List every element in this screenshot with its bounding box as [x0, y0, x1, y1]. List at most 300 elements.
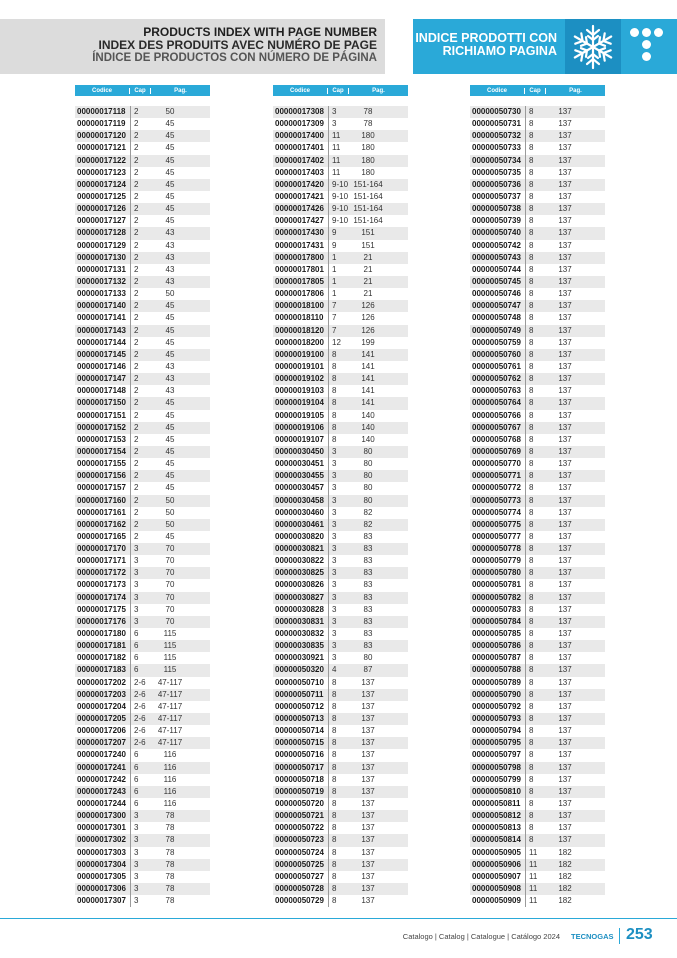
product-code: 00000030451 — [275, 459, 324, 469]
page-ref: 137 — [361, 811, 375, 821]
page-ref: 137 — [558, 422, 572, 432]
page-ref: 45 — [165, 459, 175, 469]
chapter: 3 — [130, 810, 150, 822]
table-row — [470, 410, 605, 422]
chapter: 6 — [130, 640, 150, 652]
page-ref: 87 — [363, 665, 373, 675]
page-ref: 45 — [165, 301, 175, 311]
table-row — [75, 495, 210, 507]
product-code: 00000019104 — [275, 398, 324, 408]
page-ref: 116 — [163, 774, 177, 784]
table-row — [273, 725, 408, 737]
chapter: 8 — [525, 227, 545, 239]
product-code: 00000050760 — [472, 349, 521, 359]
product-code: 00000050771 — [472, 471, 521, 481]
table-row — [75, 191, 210, 203]
table-row — [75, 155, 210, 167]
table-row — [75, 227, 210, 239]
product-code: 00000050812 — [472, 811, 521, 821]
product-code: 00000019103 — [275, 386, 324, 396]
page-ref: 141 — [361, 374, 375, 384]
chapter: 2 — [130, 227, 150, 239]
page-ref: 83 — [363, 544, 373, 554]
table-row — [75, 640, 210, 652]
table-row — [470, 725, 605, 737]
chapter: 2 — [130, 142, 150, 154]
table-row — [273, 470, 408, 482]
page-ref: 137 — [558, 240, 572, 250]
page-ref: 137 — [558, 349, 572, 359]
table-row — [273, 749, 408, 761]
product-code: 00000017300 — [77, 811, 126, 821]
page-ref: 43 — [165, 374, 175, 384]
product-code: 00000050793 — [472, 714, 521, 724]
table-row — [75, 737, 210, 749]
chapter: 6 — [130, 664, 150, 676]
page-ref: 82 — [363, 507, 373, 517]
table-row — [470, 883, 605, 895]
page-ref: 137 — [558, 434, 572, 444]
table-row — [470, 167, 605, 179]
chapter: 8 — [328, 737, 348, 749]
table-row — [75, 434, 210, 446]
page-ref: 70 — [165, 616, 175, 626]
chapter: 3 — [130, 871, 150, 883]
page-ref: 80 — [363, 495, 373, 505]
page-ref: 137 — [558, 604, 572, 614]
product-code: 00000050716 — [275, 750, 324, 760]
chapter: 6 — [130, 628, 150, 640]
product-code: 00000050721 — [275, 811, 324, 821]
product-code: 00000030921 — [275, 653, 324, 663]
product-code: 00000017174 — [77, 592, 126, 602]
product-code: 00000017123 — [77, 167, 126, 177]
table-row — [273, 325, 408, 337]
chapter: 1 — [328, 252, 348, 264]
chapter: 6 — [130, 786, 150, 798]
index-column-1 — [75, 85, 210, 907]
page-ref: 151-164 — [353, 179, 383, 189]
index-column-2 — [273, 85, 408, 907]
page-ref: 137 — [558, 446, 572, 456]
product-code: 00000017426 — [275, 204, 324, 214]
chapter: 8 — [525, 397, 545, 409]
page-ref: 151-164 — [353, 191, 383, 201]
product-code: 00000050788 — [472, 665, 521, 675]
table-row — [470, 215, 605, 227]
product-code: 00000017154 — [77, 446, 126, 456]
header-page: Pag. — [372, 87, 385, 94]
header-cap: Cap — [129, 88, 151, 94]
table-row — [470, 774, 605, 786]
page-ref: 137 — [558, 786, 572, 796]
page-ref: 137 — [558, 701, 572, 711]
table-row — [273, 507, 408, 519]
chapter: 8 — [525, 118, 545, 130]
chapter: 3 — [130, 592, 150, 604]
table-row — [75, 883, 210, 895]
table-row — [273, 361, 408, 373]
page-ref: 137 — [558, 531, 572, 541]
page-ref: 45 — [165, 167, 175, 177]
page-ref: 116 — [163, 786, 177, 796]
product-code: 00000018100 — [275, 301, 324, 311]
chapter: 8 — [525, 543, 545, 555]
chapter: 8 — [525, 798, 545, 810]
table-row — [75, 373, 210, 385]
page-ref: 137 — [361, 799, 375, 809]
product-code: 00000019100 — [275, 349, 324, 359]
page-ref: 137 — [558, 629, 572, 639]
page-ref: 83 — [363, 556, 373, 566]
page-ref: 43 — [165, 252, 175, 262]
page-ref: 47-117 — [157, 738, 183, 748]
page-ref: 137 — [361, 859, 375, 869]
page-ref: 115 — [163, 641, 177, 651]
chapter: 8 — [525, 385, 545, 397]
table-row — [75, 240, 210, 252]
product-code: 00000050777 — [472, 531, 521, 541]
page-ref: 137 — [558, 216, 572, 226]
product-code: 00000050908 — [472, 884, 521, 893]
page-ref: 137 — [361, 701, 375, 711]
product-code: 00000018200 — [275, 337, 324, 347]
table-row — [470, 325, 605, 337]
chapter: 8 — [525, 507, 545, 519]
title-english: PRODUCTS INDEX WITH PAGE NUMBER — [143, 25, 377, 39]
chapter: 3 — [130, 543, 150, 555]
chapter: 8 — [328, 895, 348, 907]
chapter: 8 — [525, 325, 545, 337]
page-ref: 83 — [363, 568, 373, 578]
chapter: 8 — [525, 337, 545, 349]
product-code: 00000017400 — [275, 131, 324, 141]
page-ref: 137 — [361, 714, 375, 724]
product-code: 00000017125 — [77, 191, 126, 201]
chapter: 3 — [328, 446, 348, 458]
product-code: 00000017401 — [275, 143, 324, 153]
product-code: 00000050740 — [472, 228, 521, 238]
product-code: 00000017800 — [275, 252, 324, 262]
product-code: 00000017147 — [77, 374, 126, 384]
product-code: 00000030458 — [275, 495, 324, 505]
product-code: 00000017121 — [77, 143, 126, 153]
page-ref: 137 — [558, 568, 572, 578]
table-row — [273, 155, 408, 167]
chapter: 3 — [328, 495, 348, 507]
table-row — [273, 434, 408, 446]
page-ref: 137 — [558, 337, 572, 347]
chapter: 8 — [525, 810, 545, 822]
page-ref: 80 — [363, 653, 373, 663]
page-ref: 70 — [165, 568, 175, 578]
table-row — [273, 179, 408, 191]
product-code: 00000030832 — [275, 629, 324, 639]
table-row — [273, 713, 408, 725]
page-ref: 47-117 — [157, 689, 183, 699]
table-row — [470, 652, 605, 664]
table-row — [75, 337, 210, 349]
table-row — [470, 677, 605, 689]
chapter: 2 — [130, 337, 150, 349]
page-ref: 43 — [165, 276, 175, 286]
table-row — [470, 373, 605, 385]
chapter: 12 — [328, 337, 348, 349]
header-code: Codice — [289, 87, 310, 94]
table-row — [273, 762, 408, 774]
page-ref: 151-164 — [353, 216, 383, 226]
page-ref: 137 — [558, 823, 572, 833]
chapter: 8 — [525, 312, 545, 324]
chapter: 8 — [328, 701, 348, 713]
product-code: 00000019105 — [275, 410, 324, 420]
product-code: 00000050905 — [472, 847, 521, 857]
chapter: 3 — [328, 592, 348, 604]
header-code: Codice — [91, 87, 112, 94]
product-code: 00000017165 — [77, 531, 126, 541]
table-row — [273, 264, 408, 276]
table-row — [75, 470, 210, 482]
product-code: 00000017118 — [77, 107, 126, 116]
page-ref: 180 — [361, 143, 375, 153]
chapter: 2 — [130, 118, 150, 130]
page-ref: 137 — [558, 738, 572, 748]
table-row — [470, 810, 605, 822]
table-row — [273, 895, 408, 907]
table-row — [75, 300, 210, 312]
table-row — [273, 446, 408, 458]
table-row — [273, 312, 408, 324]
table-row — [470, 786, 605, 798]
product-code: 00000050799 — [472, 774, 521, 784]
table-row — [75, 167, 210, 179]
product-code: 00000017132 — [77, 276, 126, 286]
page-ref: 137 — [558, 799, 572, 809]
chapter: 8 — [525, 130, 545, 142]
page-ref: 137 — [558, 580, 572, 590]
chapter: 2 — [130, 325, 150, 337]
chapter: 8 — [525, 252, 545, 264]
product-code: 00000050737 — [472, 191, 521, 201]
page-ref: 137 — [361, 847, 375, 857]
product-code: 00000050738 — [472, 204, 521, 214]
table-row — [273, 482, 408, 494]
page-ref: 45 — [165, 131, 175, 141]
table-row — [470, 689, 605, 701]
table-row — [75, 325, 210, 337]
product-code: 00000030831 — [275, 616, 324, 626]
chapter: 8 — [328, 762, 348, 774]
page-ref: 45 — [165, 325, 175, 335]
table-row — [75, 652, 210, 664]
page-ref: 126 — [361, 313, 375, 323]
product-code: 00000017153 — [77, 434, 126, 444]
table-row — [75, 701, 210, 713]
product-code: 00000050761 — [472, 361, 521, 371]
product-code: 00000050784 — [472, 616, 521, 626]
page-ref: 50 — [165, 495, 175, 505]
page-ref: 115 — [163, 653, 177, 663]
chapter: 8 — [328, 834, 348, 846]
table-row — [75, 822, 210, 834]
product-code: 00000050780 — [472, 568, 521, 578]
product-code: 00000050745 — [472, 276, 521, 286]
table-row — [273, 495, 408, 507]
page-ref: 137 — [361, 774, 375, 784]
page-ref: 83 — [363, 616, 373, 626]
product-code: 00000050715 — [275, 738, 324, 748]
title-spanish: ÍNDICE DE PRODUCTOS CON NÚMERO DE PÁGINA — [92, 52, 377, 64]
product-code: 00000050766 — [472, 410, 521, 420]
chapter: 2 — [130, 397, 150, 409]
product-code: 00000050798 — [472, 762, 521, 772]
product-code: 00000050768 — [472, 434, 521, 444]
page-ref: 70 — [165, 556, 175, 566]
product-code: 00000050710 — [275, 677, 324, 687]
table-header — [75, 85, 210, 96]
table-row — [273, 531, 408, 543]
page-ref: 140 — [361, 434, 375, 444]
product-code: 00000017133 — [77, 289, 126, 299]
chapter: 7 — [328, 300, 348, 312]
page-ref: 180 — [361, 167, 375, 177]
page-ref: 45 — [165, 398, 175, 408]
chapter: 8 — [328, 410, 348, 422]
table-row — [273, 118, 408, 130]
table-row — [470, 895, 605, 907]
chapter: 11 — [525, 847, 545, 859]
page-ref: 50 — [165, 519, 175, 529]
table-row — [470, 555, 605, 567]
page-ref: 45 — [165, 410, 175, 420]
product-code: 00000030825 — [275, 568, 324, 578]
table-row — [273, 810, 408, 822]
table-row — [75, 252, 210, 264]
chapter: 2 — [130, 203, 150, 215]
chapter: 8 — [525, 616, 545, 628]
product-code: 00000017175 — [77, 604, 126, 614]
chapter: 3 — [328, 482, 348, 494]
page-ref: 199 — [361, 337, 375, 347]
chapter: 7 — [328, 325, 348, 337]
page-ref: 45 — [165, 179, 175, 189]
page-ref: 70 — [165, 580, 175, 590]
chapter: 11 — [328, 167, 348, 179]
product-code: 00000050718 — [275, 774, 324, 784]
product-code: 00000050795 — [472, 738, 521, 748]
product-code: 00000050781 — [472, 580, 521, 590]
page-ref: 50 — [165, 289, 175, 299]
product-code: 00000019102 — [275, 374, 324, 384]
table-row — [75, 264, 210, 276]
product-code: 00000018110 — [275, 313, 324, 323]
chapter: 1 — [328, 288, 348, 300]
table-row — [273, 616, 408, 628]
product-code: 00000030455 — [275, 471, 324, 481]
chapter: 1 — [328, 276, 348, 288]
chapter: 8 — [525, 142, 545, 154]
table-row — [75, 762, 210, 774]
footer-catalog-text: Catalogo | Catalog | Catalogue | Catálogo 2024 — [402, 932, 560, 941]
product-code: 00000050320 — [275, 665, 324, 675]
chapter: 8 — [328, 422, 348, 434]
chapter: 8 — [525, 361, 545, 373]
page-ref: 137 — [558, 556, 572, 566]
table-row — [75, 725, 210, 737]
product-code: 00000017128 — [77, 228, 126, 238]
chapter: 3 — [328, 555, 348, 567]
chapter: 2 — [130, 434, 150, 446]
chapter: 8 — [525, 579, 545, 591]
chapter: 8 — [328, 786, 348, 798]
page-ref: 45 — [165, 434, 175, 444]
product-code: 00000017302 — [77, 835, 126, 845]
chapter: 3 — [328, 507, 348, 519]
chapter: 8 — [328, 871, 348, 883]
table-row — [273, 859, 408, 871]
table-row — [273, 579, 408, 591]
chapter: 3 — [328, 616, 348, 628]
page-ref: 116 — [163, 750, 177, 760]
product-code: 00000017160 — [77, 495, 126, 505]
chapter: 8 — [525, 774, 545, 786]
chapter: 3 — [130, 834, 150, 846]
page-ref: 45 — [165, 446, 175, 456]
table-row — [470, 385, 605, 397]
chapter: 2 — [130, 130, 150, 142]
chapter: 2 — [130, 470, 150, 482]
product-code: 00000050747 — [472, 301, 521, 311]
product-code: 00000050774 — [472, 507, 521, 517]
product-code: 00000017305 — [77, 871, 126, 881]
page-ref: 43 — [165, 228, 175, 238]
chapter: 8 — [525, 519, 545, 531]
chapter: 3 — [328, 567, 348, 579]
product-code: 00000017157 — [77, 483, 126, 493]
table-row — [75, 774, 210, 786]
product-code: 00000050724 — [275, 847, 324, 857]
chapter: 9-10 — [328, 191, 348, 203]
chapter: 2 — [130, 361, 150, 373]
product-code: 00000050711 — [275, 689, 324, 699]
product-code: 00000017146 — [77, 361, 126, 371]
table-row — [273, 640, 408, 652]
chapter: 8 — [525, 155, 545, 167]
page-ref: 137 — [558, 119, 572, 129]
page-ref: 137 — [558, 507, 572, 517]
page-ref: 137 — [558, 811, 572, 821]
product-code: 00000050720 — [275, 799, 324, 809]
table-row — [75, 713, 210, 725]
page-ref: 151-164 — [353, 204, 383, 214]
product-code: 00000017126 — [77, 204, 126, 214]
page-ref: 21 — [363, 252, 373, 262]
table-row — [470, 482, 605, 494]
table-row — [273, 798, 408, 810]
table-row — [75, 871, 210, 883]
chapter: 2-6 — [130, 701, 150, 713]
chapter: 3 — [130, 859, 150, 871]
product-code: 00000017171 — [77, 556, 126, 566]
chapter: 6 — [130, 774, 150, 786]
table-row — [273, 555, 408, 567]
product-code: 00000017805 — [275, 276, 324, 286]
product-code: 00000050736 — [472, 179, 521, 189]
product-code: 00000017307 — [77, 896, 126, 906]
table-row — [470, 361, 605, 373]
chapter: 8 — [328, 689, 348, 701]
product-code: 00000050713 — [275, 714, 324, 724]
